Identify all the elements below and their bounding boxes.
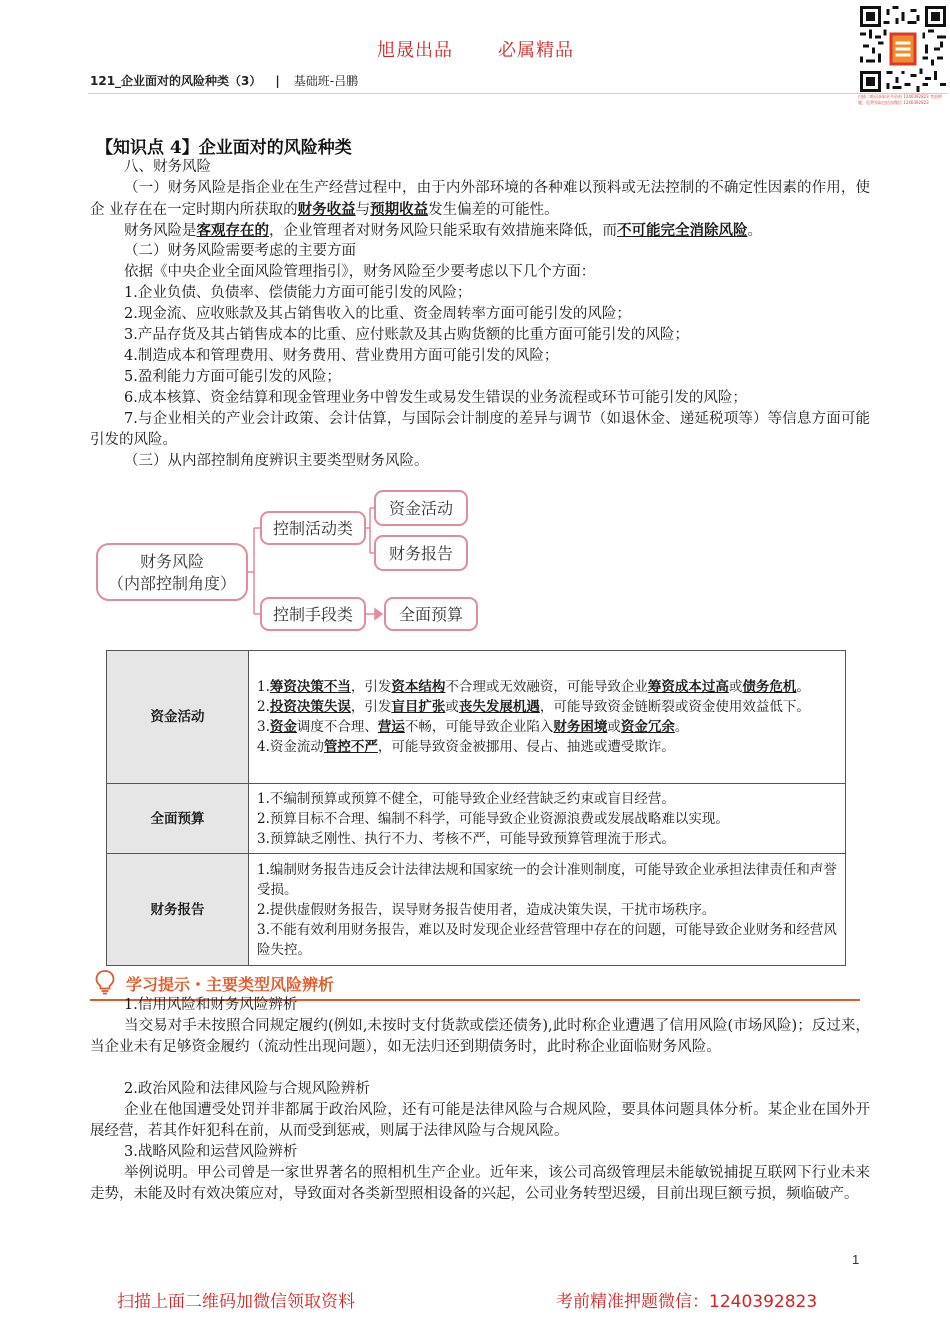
- table-row: [107, 651, 846, 784]
- heading-internal-control: （三）从内部控制角度辨识主要类型财务风险。: [124, 453, 429, 469]
- keyword: 财务困境: [553, 719, 608, 735]
- footer-left-text: 扫描上面二维码加微信领取资料: [117, 1292, 355, 1312]
- list-item: 7.与企业相关的产业会计政策、会计估算，与国际会计制度的差异与调节（如退休金、递延税项等）等信息方面可能引发的风险。: [90, 411, 870, 448]
- basis-paragraph: 依据《中央企业全面风险管理指引》，财务风险至少要考虑以下几个方面：: [124, 264, 596, 280]
- table-line: 1.编制财务报告违反会计法律法规和国家统一的会计准则制度，可能导致企业承担法律责任和声誉受损。: [257, 861, 837, 898]
- definition-paragraph: [90, 178, 870, 221]
- table-cell: [249, 651, 846, 784]
- tip-heading-strategy: 3.战略风险和运营风险辨析: [124, 1144, 298, 1160]
- keyword: 资金: [269, 719, 297, 735]
- page-number: 1: [852, 1252, 860, 1267]
- keyword: 筹资决策不当: [269, 679, 351, 695]
- tip-body-political: 企业在他国遭受处罚并非都属于政治风险，还有可能是法律风险与合规风险，要具体问题具体分析。某企业在国外开展经营，若其作奸犯科在前，从而受到惩戒，则属于法律风险与合规风险。: [90, 1102, 870, 1139]
- keyword-financial-income: 财务收益: [297, 201, 356, 218]
- text-span: 或: [445, 699, 459, 715]
- table-row-header: 资金活动: [107, 651, 249, 784]
- keyword-cannot-eliminate: 不可能完全消除风险: [617, 222, 748, 239]
- definition-join: 与: [355, 202, 371, 218]
- footer-right-text: 考前精准押题微信：1240392823: [556, 1292, 818, 1312]
- keyword-objective: 客观存在的: [196, 222, 269, 239]
- table-row: [107, 854, 846, 966]
- brand-left: 旭晟出品: [377, 40, 453, 61]
- text-span: 2.: [257, 699, 270, 715]
- lightbulb-icon: [94, 969, 116, 995]
- header-separator: |: [275, 74, 280, 88]
- heading-main-aspects: （二）财务风险需要考虑的主要方面: [124, 243, 356, 259]
- course-header: [90, 72, 358, 89]
- table-cell: [249, 854, 846, 966]
- diagram-leaf-report: 财务报告: [388, 544, 454, 563]
- diagram-leaf-funds: 资金活动: [388, 499, 454, 518]
- diagram-leaf-budget: 全面预算: [398, 605, 464, 624]
- table-row-header: 全面预算: [107, 784, 249, 854]
- text-span: 或: [728, 679, 743, 695]
- diagram-connector: [247, 528, 261, 614]
- list-item: 3.产品存货及其占销售成本的比重、应付账款及其占购货额的比重方面可能引发的风险；: [124, 327, 689, 343]
- brand-right: 必属精品: [498, 40, 574, 61]
- table-line: 3.不能有效利用财务报告，难以及时发现企业经营管理中存在的问题，可能导致企业财务和经营风险失控。: [257, 921, 837, 958]
- table-row: [107, 784, 846, 854]
- definition-end: 发生偏差的可能性。: [428, 202, 559, 218]
- text-span: 不合理或无效融资，可能导致企业: [445, 679, 648, 695]
- list-item: 5.盈利能力方面可能引发的风险；: [124, 369, 341, 385]
- text-span: ，引发: [350, 679, 392, 695]
- keyword: 营运: [377, 719, 405, 735]
- table-line: 2.提供虚假财务报告，误导财务报告使用者，造成决策失误，干扰市场秩序。: [257, 901, 716, 918]
- keyword: 筹资成本过高: [647, 679, 729, 695]
- text-span: ，可能导致资金链断裂或资金使用效益低下。: [539, 699, 810, 715]
- keyword: 管控不严: [323, 739, 378, 755]
- teacher-name: 基础班-吕鹏: [293, 74, 359, 88]
- list-item: 1.企业负债、负债率、偿债能力方面可能引发的风险；: [124, 285, 472, 301]
- objective-end: 。: [747, 223, 762, 239]
- tip-body-strategy: 举例说明。甲公司曾是一家世界著名的照相机生产企业。近年来，该公司高级管理层未能敏锐捕捉互联网下行业未来走势，未能及时有效决策应对，导致面对各类新型照相设备的兴起，公司业务转型迟缓，目前出现巨额亏损，频临破产。: [90, 1165, 870, 1202]
- text-span: 4.资金流动: [257, 739, 324, 755]
- table-line: [257, 697, 837, 717]
- keyword: 资本结构: [391, 679, 446, 695]
- table-line: 3.预算缺乏刚性、执行不力、考核不严，可能导致预算管理流于形式。: [257, 830, 675, 847]
- qr-note: 扫描二维码获取更多资料 1240392823 考前押题，免费领取包括加微信 1240392823: [858, 94, 942, 105]
- diagram-branch-activity: 控制活动类: [272, 519, 354, 538]
- diagram-root-line1: 财务风险: [139, 552, 205, 571]
- text-span: 。: [674, 719, 689, 735]
- risk-table: [106, 650, 846, 966]
- table-line: 2.预算目标不合理、编制不科学，可能导致企业资源浪费或发展战略难以实现。: [257, 810, 729, 827]
- text-span: 或: [607, 719, 621, 735]
- tip-body-credit: 当交易对手未按照合同规定履约(例如,未按时支付货款或偿还债务),此时称企业遭遇了信用风险(市场风险)；反过来，当企业未有足够资金履约（流动性出现问题），如无法归还到期债务时，此时称企业面临财务风险。: [90, 1018, 870, 1055]
- header-rule: [88, 93, 948, 94]
- text-span: 调度不合理、: [296, 719, 378, 735]
- table-cell: [249, 784, 846, 854]
- keyword: 盲目扩张: [391, 699, 446, 715]
- diagram-connector: [365, 508, 375, 553]
- text-span: 不畅，可能导致企业陷入: [404, 719, 554, 735]
- risk-diagram: [95, 488, 485, 636]
- text-span: 。: [796, 679, 810, 695]
- tip-heading-credit: 1.信用风险和财务风险辨析: [124, 997, 298, 1013]
- objective-paragraph: [90, 220, 870, 242]
- list-item: 6.成本核算、资金结算和现金管理业务中曾发生或易发生错误的业务流程或环节可能引发的风险；: [124, 390, 747, 406]
- study-tip-title: 学习提示・主要类型风险辨析: [126, 975, 335, 994]
- table-line: 1.不编制预算或预算不健全，可能导致企业经营缺乏约束或盲目经营。: [257, 790, 675, 807]
- keyword: 投资决策失误: [269, 699, 351, 715]
- course-title: 121_企业面对的风险种类（3）: [90, 74, 262, 88]
- tip-heading-political: 2.政治风险和法律风险与合规风险辨析: [124, 1081, 370, 1097]
- heading-financial-risk: 八、财务风险: [124, 159, 211, 175]
- text-span: 3.: [257, 719, 270, 735]
- keyword-expected-income: 预期收益: [370, 201, 429, 218]
- list-item: 4.制造成本和管理费用、财务费用、营业费用方面可能引发的风险；: [124, 348, 559, 364]
- objective-text: 财务风险是: [124, 223, 197, 239]
- text-span: ，可能导致资金被挪用、侵占、抽逃或遭受欺诈。: [377, 739, 675, 755]
- table-row-header: 财务报告: [107, 854, 249, 966]
- section-title: 【知识点 4】企业面对的风险种类: [96, 138, 352, 158]
- diagram-root-line2: （内部控制角度）: [107, 574, 237, 593]
- table-line: [257, 717, 837, 737]
- keyword: 债务危机: [742, 679, 797, 695]
- keyword: 丧失发展机遇: [458, 699, 540, 715]
- text-span: 1.: [257, 679, 270, 695]
- diagram-arrow: [375, 609, 382, 619]
- keyword: 资金冗余: [620, 719, 675, 735]
- list-item: 2.现金流、应收账款及其占销售收入的比重、资金周转率方面可能引发的风险；: [124, 306, 631, 322]
- table-line: [257, 677, 837, 697]
- diagram-branch-means: 控制手段类: [272, 605, 354, 624]
- text-span: ，引发: [350, 699, 392, 715]
- table-line: [257, 737, 837, 757]
- objective-mid: ，企业管理者对财务风险只能采取有效措施来降低，而: [269, 223, 617, 239]
- definition-text: （一）财务风险是指企业在生产经营过程中，由于内外部环境的各种难以预料或无法控制的不确定性因素的作用，使企 业存在在一定时期内所获取的: [90, 180, 870, 218]
- qr-code-icon: [860, 6, 946, 92]
